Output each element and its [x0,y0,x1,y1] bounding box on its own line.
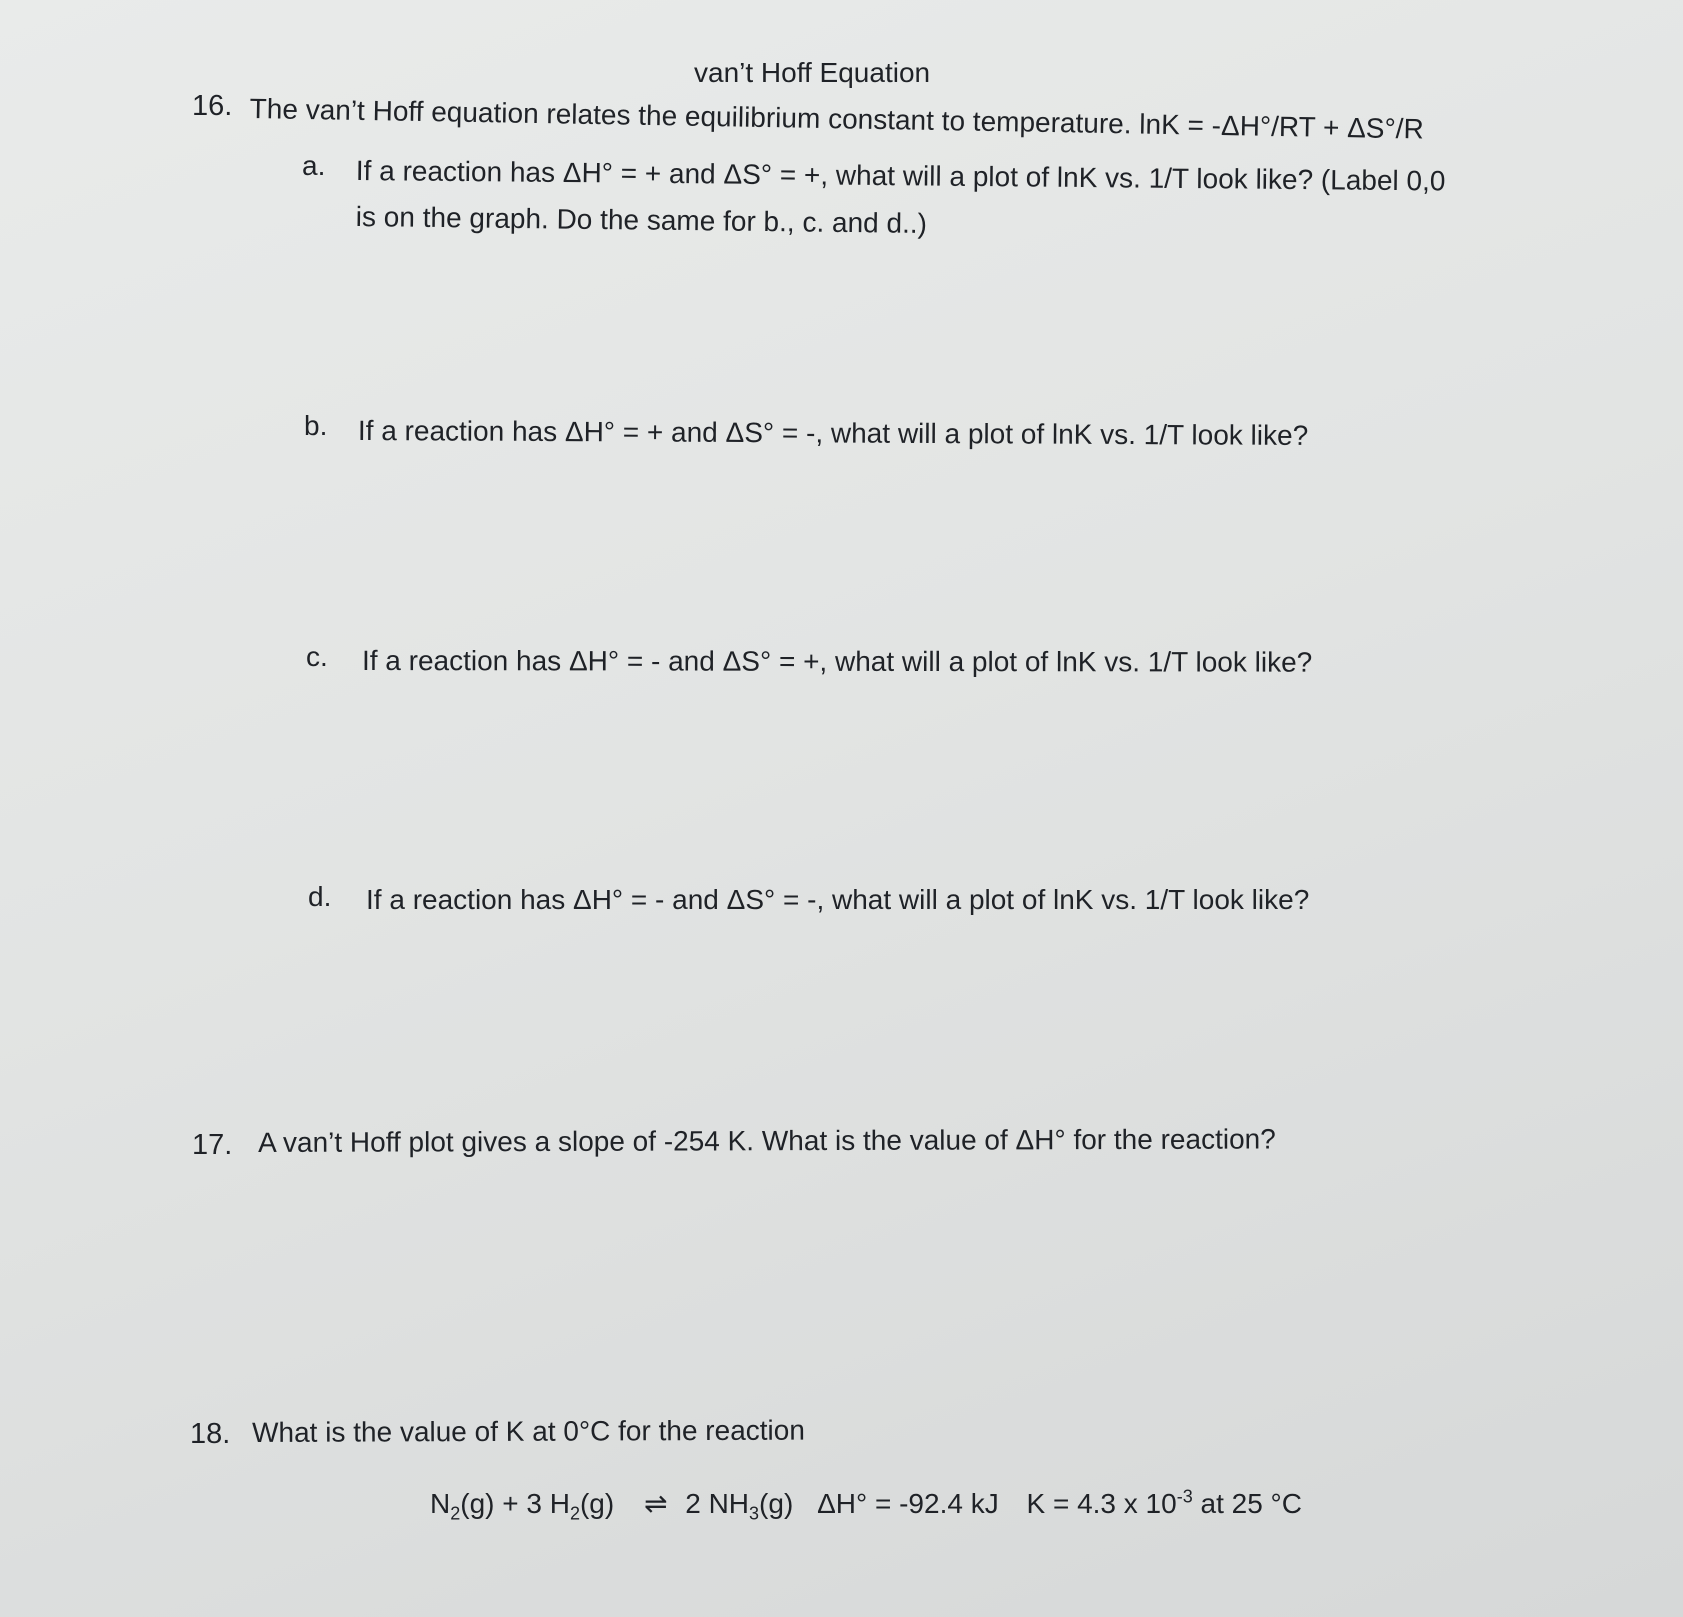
question-16b-label: b. [304,410,328,441]
question-16a-line2: is on the graph. Do the same for b., c. and d..) [355,200,928,239]
reaction-products [685,1488,794,1524]
h2-state: (g) [579,1488,615,1520]
n2-symbol: N [430,1488,451,1520]
page-title: van’t Hoff Equation [694,57,931,88]
question-16-stem: The van’t Hoff equation relates the equilibrium constant to temperature. lnK = -ΔH°/RT + ΔS°/R [249,92,1424,145]
nh3-state: (g) [759,1488,794,1520]
question-16a-label: a. [302,150,326,181]
nh3-subscript: 3 [749,1503,760,1524]
h2-subscript: 2 [569,1503,580,1524]
question-18-text: What is the value of K at 0°C for the reaction [252,1414,805,1448]
k-exponent: -3 [1176,1487,1193,1507]
reaction-k-value [1026,1488,1302,1519]
question-16-number: 16. [192,90,233,122]
equilibrium-arrow: ⇌ [643,1488,668,1520]
question-16c-text: If a reaction has ΔH° = - and ΔS° = +, what will a plot of lnK vs. 1/T look like? [361,645,1313,678]
reaction-equation [430,1480,1312,1531]
k-temperature: at 25 °C [1200,1488,1302,1520]
reaction-enthalpy: ΔH° = -92.4 kJ [817,1488,999,1520]
question-17-text: A van’t Hoff plot gives a slope of -254 K. What is the value of ΔH° for the reaction? [258,1123,1276,1158]
question-18-number: 18. [190,1418,231,1450]
reaction-reactants [430,1488,615,1524]
k-mantissa: K = 4.3 x 10 [1026,1488,1177,1520]
question-16b-text: If a reaction has ΔH° = + and ΔS° = -, what will a plot of lnK vs. 1/T look like? [357,415,1309,451]
question-16c-label: c. [306,641,328,672]
nh3-symbol: 2 NH [685,1488,750,1520]
question-16a-line1: If a reaction has ΔH° = + and ΔS° = +, what will a plot of lnK vs. 1/T look like? (Label 0,0 [355,154,1446,197]
question-16d-label: d. [308,881,332,912]
question-16d-text: If a reaction has ΔH° = - and ΔS° = -, what will a plot of lnK vs. 1/T look like? [366,884,1310,915]
question-17-number: 17. [192,1129,233,1161]
n2-subscript: 2 [450,1503,461,1524]
n2-state: (g) + 3 H [460,1488,570,1520]
